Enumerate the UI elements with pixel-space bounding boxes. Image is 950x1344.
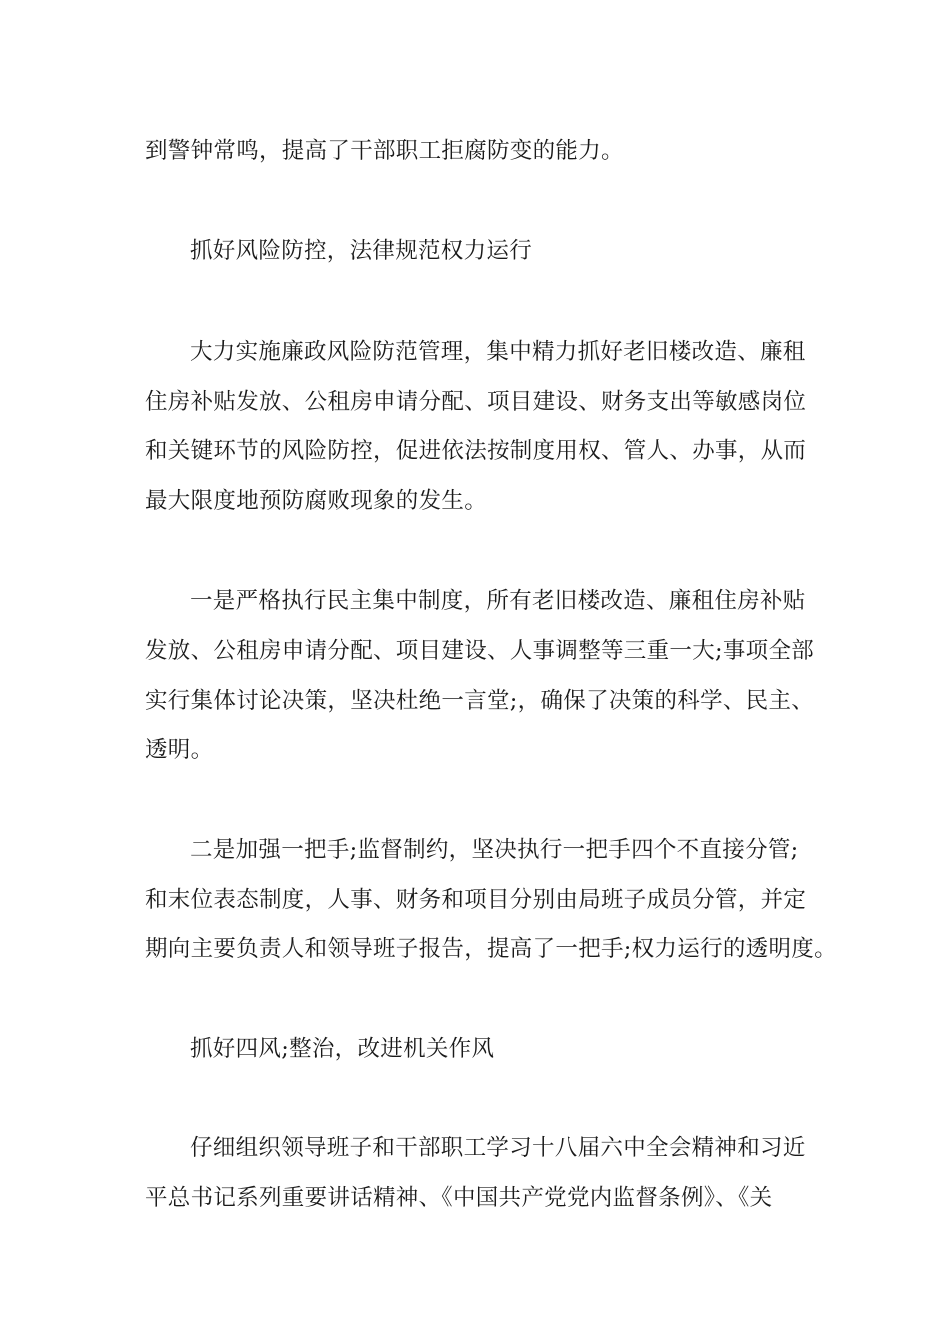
paragraph-line: 住房补贴发放、公租房申请分配、项目建设、财务支出等敏感岗位 [145,389,807,415]
paragraph-line: 发放、公租房申请分配、项目建设、人事调整等三重一大;事项全部 [145,638,815,664]
section-heading: 抓好四风;整治，改进机关作风 [190,1036,495,1062]
paragraph-line: 一是严格执行民主集中制度，所有老旧楼改造、廉租住房补贴 [190,588,806,614]
paragraph-line: 和末位表态制度，人事、财务和项目分别由局班子成员分管，并定 [145,887,807,913]
paragraph-line: 平总书记系列重要讲话精神、《中国共产党党内监督条例》、《关 [145,1185,773,1211]
paragraph-line: 实行集体讨论决策，坚决杜绝一言堂;，确保了决策的科学、民主、 [145,688,815,714]
paragraph-line: 仔细组织领导班子和干部职工学习十八届六中全会精神和习近 [190,1135,806,1161]
paragraph-line: 期向主要负责人和领导班子报告，提高了一把手;权力运行的透明度。 [145,936,837,962]
paragraph-line: 二是加强一把手;监督制约，坚决执行一把手四个不直接分管; [190,837,799,863]
section-heading: 抓好风险防控，法律规范权力运行 [190,238,533,264]
paragraph-line: 透明。 [145,737,214,763]
paragraph-line: 最大限度地预防腐败现象的发生。 [145,488,488,514]
paragraph-line: 到警钟常鸣，提高了干部职工拒腐防变的能力。 [145,138,624,164]
paragraph-line: 和关键环节的风险防控，促进依法按制度用权、管人、办事，从而 [145,438,807,464]
paragraph-line: 大力实施廉政风险防范管理，集中精力抓好老旧楼改造、廉租 [190,339,806,365]
